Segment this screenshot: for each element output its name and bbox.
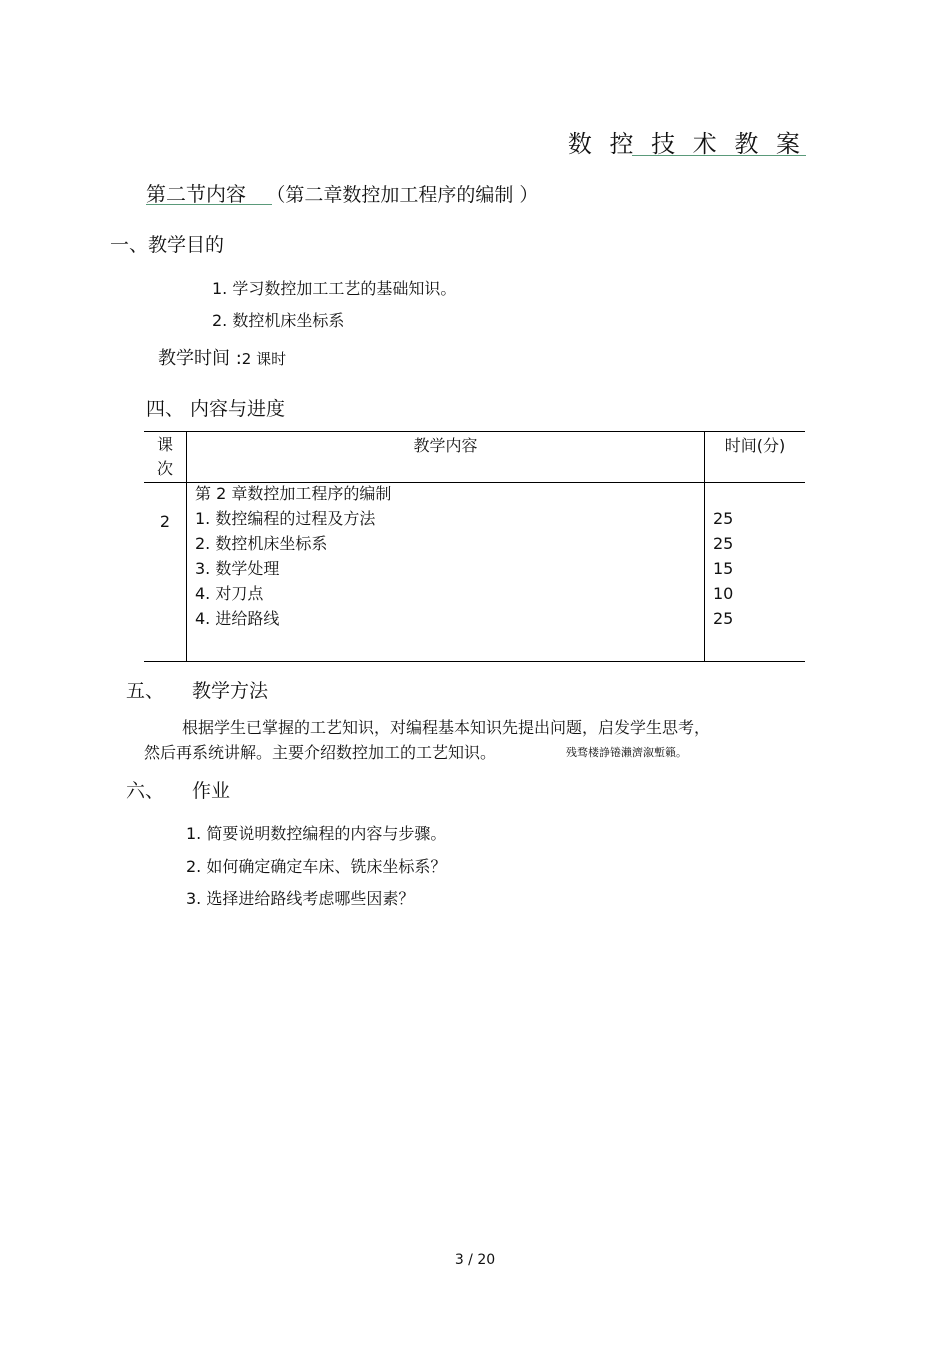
goals-heading: 一、教学目的: [110, 234, 225, 256]
lesson-time-cell: [705, 483, 806, 662]
lesson-number: 2: [144, 483, 187, 662]
teaching-time-value: 2 课时: [241, 350, 287, 368]
teaching-time: [158, 344, 286, 370]
title-underline: [632, 155, 806, 156]
methods-paragraph-line1: 根据学生已掌握的工艺知识，对编程基本知识先提出问题，启发学生思考，: [182, 718, 711, 737]
time-line: 25: [713, 609, 734, 628]
homework-item-1: 1. 简要说明数控编程的内容与步骤。: [186, 824, 447, 843]
methods-heading: 教学方法: [192, 680, 269, 702]
document-title: 数 控 技 术 教 案: [567, 130, 805, 158]
section-title: 第二节内容: [146, 182, 246, 206]
section-subtitle: （第二章数控加工程序的编制 ）: [266, 184, 539, 206]
content-line: 4. 对刀点: [195, 584, 264, 603]
page-number: 3 / 20: [454, 1252, 496, 1268]
header-content: 教学内容: [187, 431, 705, 483]
content-line: 4. 进给路线: [195, 609, 280, 628]
header-lesson: 课次: [144, 431, 187, 483]
homework-item-3: 3. 选择进给路线考虑哪些因素？: [186, 889, 415, 908]
methods-number: 五、: [126, 680, 165, 702]
content-line: 第 2 章数控加工程序的编制: [195, 484, 392, 503]
progress-table: [144, 431, 805, 661]
time-line: 25: [713, 509, 734, 528]
time-line: 25: [713, 534, 734, 553]
methods-paragraph-line2: 然后再系统讲解。主要介绍数控加工的工艺知识。: [144, 743, 497, 762]
section-underline: [146, 204, 272, 205]
goal-item-2: 2. 数控机床坐标系: [212, 311, 345, 330]
homework-item-2: 2. 如何确定确定车床、铣床坐标系？: [186, 857, 447, 876]
table-row: [144, 483, 805, 662]
teaching-time-label: 教学时间 :: [158, 348, 242, 369]
garbled-text: 残骛楼諍锩瀨濟溆塹籟。: [566, 746, 687, 759]
time-line: 10: [713, 584, 734, 603]
lesson-content-cell: [187, 483, 705, 662]
content-line: 1. 数控编程的过程及方法: [195, 509, 376, 528]
homework-heading: 作业: [192, 780, 231, 802]
section-heading: [146, 178, 538, 207]
header-time: 时间(分): [705, 431, 806, 483]
time-line: [713, 481, 805, 506]
goal-item-1: 1. 学习数控加工工艺的基础知识。: [212, 279, 457, 298]
table-bottom-border: [144, 661, 805, 662]
homework-number: 六、: [126, 780, 165, 802]
table-header-row: [144, 431, 805, 483]
time-line: 15: [713, 559, 734, 578]
progress-heading: 四、 内容与进度: [146, 398, 286, 420]
content-line: 3. 数学处理: [195, 559, 280, 578]
content-line: 2. 数控机床坐标系: [195, 534, 328, 553]
